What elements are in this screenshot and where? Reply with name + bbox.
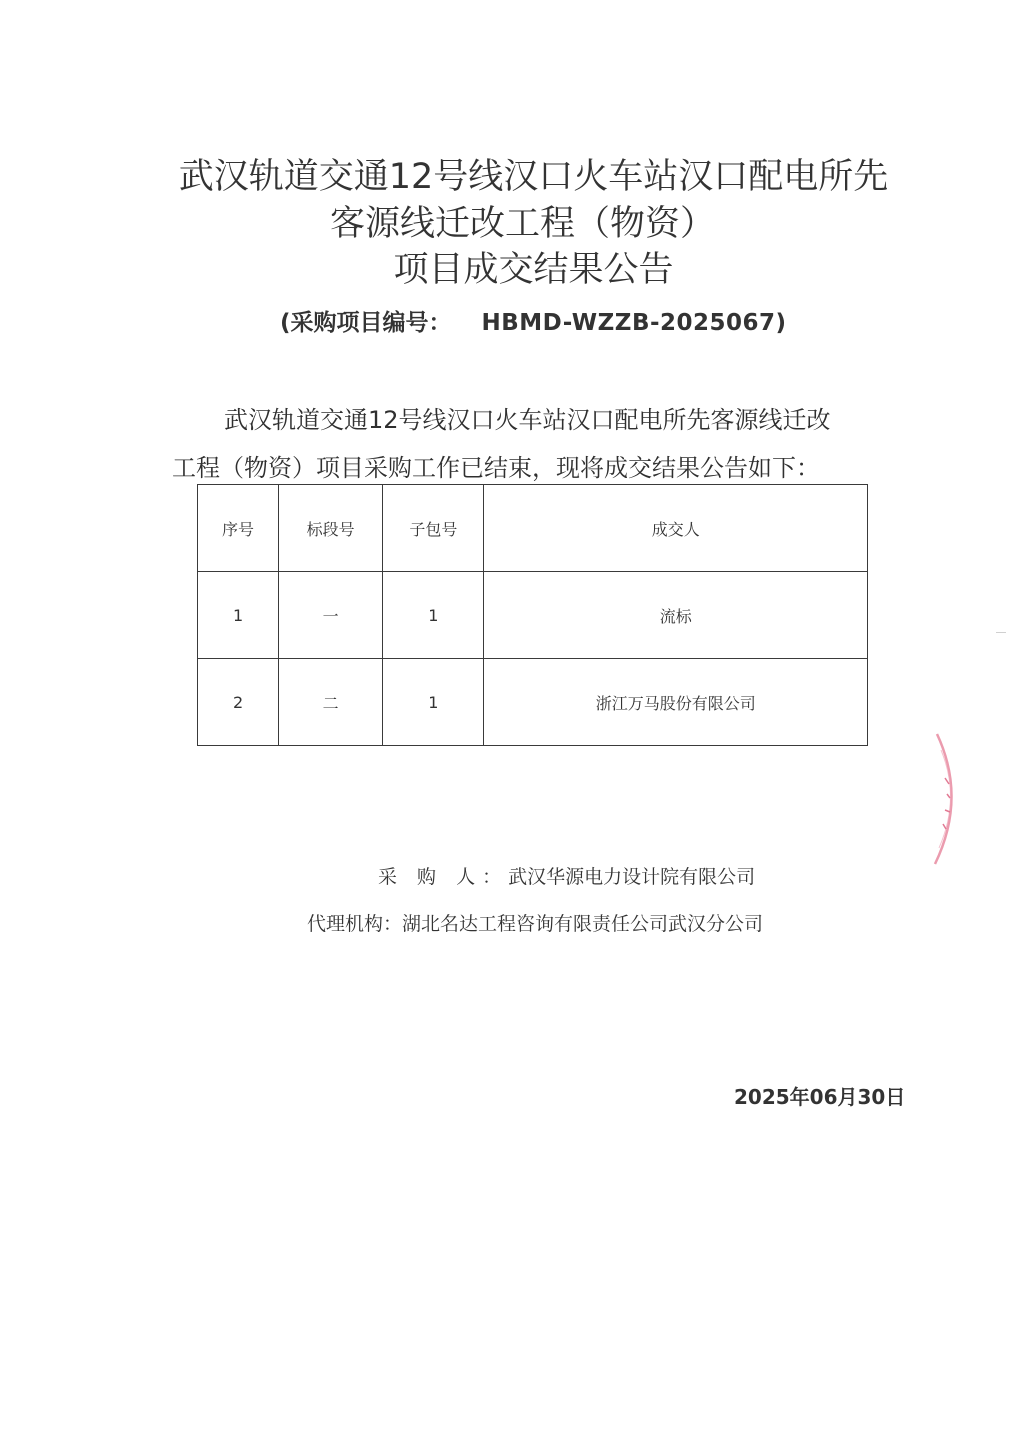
announcement-date: 2025年06月30日 <box>734 1085 906 1109</box>
cell-seq: 1 <box>198 572 279 659</box>
cell-winner: 浙江万马股份有限公司 <box>484 659 868 746</box>
cell-seq: 2 <box>198 659 279 746</box>
agency-value: 湖北名达工程咨询有限责任公司武汉分公司 <box>402 913 764 935</box>
purchaser-value: 武汉华源电力设计院有限公司 <box>508 866 756 888</box>
cell-package: 1 <box>383 572 484 659</box>
result-table <box>197 484 868 746</box>
project-number-value: HBMD-WZZB-2025067) <box>481 310 787 336</box>
purchaser-line <box>378 862 755 889</box>
project-number-label: (采购项目编号： <box>280 310 452 336</box>
cell-winner: 流标 <box>484 572 868 659</box>
cell-segment: 一 <box>279 572 383 659</box>
header-segment: 标段号 <box>279 485 383 572</box>
title-line-1: 武汉轨道交通12号线汉口火车站汉口配电所先 <box>178 157 889 197</box>
title-line-3: 项目成交结果公告 <box>393 250 674 290</box>
header-winner: 成交人 <box>484 485 868 572</box>
header-package: 子包号 <box>383 485 484 572</box>
table-row <box>198 659 868 746</box>
scan-speck <box>996 632 1006 633</box>
title-line-2: 客源线迁改工程（物资） <box>329 204 715 244</box>
cell-segment: 二 <box>279 659 383 746</box>
intro-line-1: 武汉轨道交通12号线汉口火车站汉口配电所先客源线迁改 <box>224 406 831 434</box>
purchaser-label: 采 购 人： <box>378 866 509 888</box>
project-number <box>280 304 787 337</box>
header-seq: 序号 <box>198 485 279 572</box>
table-header-row <box>198 485 868 572</box>
intro-line-2: 工程（物资）项目采购工作已结束，现将成交结果公告如下： <box>172 454 820 482</box>
table-row <box>198 572 868 659</box>
agency-label: 代理机构： <box>307 913 403 935</box>
agency-line <box>307 909 763 936</box>
cell-package: 1 <box>383 659 484 746</box>
seal-stamp-fragment <box>905 728 965 868</box>
